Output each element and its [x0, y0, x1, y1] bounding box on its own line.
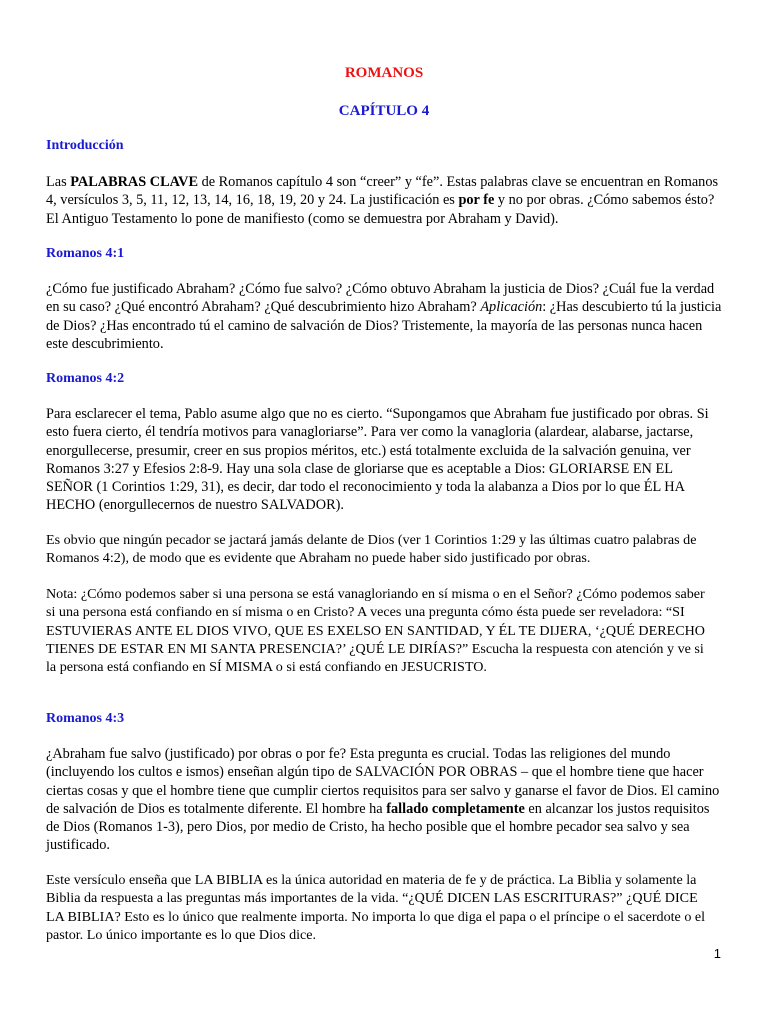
intro-paragraph	[46, 173, 722, 228]
section-heading-romanos-4-1: Romanos 4:1	[46, 246, 125, 261]
text-run: Las	[46, 174, 71, 190]
italic-text: Aplicación	[480, 299, 543, 316]
text-run: ¿Abraham fue salvo (justificado) por obras o por fe? Esta pregunta es crucial. Todas las religiones del mundo (incluyendo los cultos e ismos) enseñan algún tipo de SALVACIÓN POR OBRAS – que el hombre tiene que hacer ciertas cosas y que el hombre tiene que cumplir ciertos requisitos para ser salvo y ganarse el favor de Dios. El camino de salvación de Dios es totalmente diferente. El hombre ha	[46, 746, 720, 817]
romanos-4-3-paragraph-2: Este versículo enseña que LA BIBLIA es la única autoridad en materia de fe y de práctica. La Biblia y solamente la Biblia da respuesta a las preguntas más importantes de la vida. “¿QUÉ DICEN LAS ESCRITURAS?” ¿QUÉ DICE LA BIBLIA? Esto es lo único que realmente importa. No importa lo que diga el papa o el príncipe o el sacerdote o el pastor. Lo único importante es lo que Dios dice.	[46, 872, 706, 943]
section-heading-romanos-4-3: Romanos 4:3	[46, 711, 125, 726]
text-run: de Romanos capítulo 4 son “creer” y “fe”. Estas palabras clave se encuentran en Romanos 4, versículos 3, 5, 11, 12, 13, 14, 16, 18, 19, 20 y 24. La justificación es	[46, 174, 719, 209]
romanos-4-3-paragraph-1	[46, 745, 722, 855]
emphasis-text: por fe	[458, 192, 495, 209]
romanos-4-2-note: Nota: ¿Cómo podemos saber si una persona se está vanagloriando en sí misma o en el Señor? ¿Cómo podemos saber si una persona está confiando en sí misma o en Cristo? A veces una pregunta cómo ésta puede ser reveladora: “SI ESTUVIERAS ANTE EL DIOS VIVO, QUE ES EXELSO EN SANTIDAD, Y ÉL TE DIJERA, ‘¿QUÉ DERECHO TIENES DE ESTAR EN MI SANTA PRESENCIA?’ ¿QUÉ LE DIRÍAS?” Escucha la respuesta con atención y ve si la persona está confiando en SÍ MISMA o si está confiando en JESUCRISTO.	[46, 586, 705, 676]
emphasis-text: PALABRAS CLAVE	[70, 174, 198, 190]
romanos-4-1-paragraph	[46, 280, 722, 353]
section-heading-romanos-4-2: Romanos 4:2	[46, 371, 125, 386]
emphasis-text: fallado completamente	[386, 800, 525, 817]
text-run: : ¿Has descubierto tú la justicia de Dios? ¿Has encontrado tú el camino de salvación de Dios? Tristemente, la mayoría de las personas nunca hacen este descubrimiento.	[46, 299, 722, 352]
romanos-4-2-paragraph-1: Para esclarecer el tema, Pablo asume algo que no es cierto. “Supongamos que Abraham fue justificado por obras. Si esto fuera cierto, él tendría motivos para vanagloriarse”. Para ver como la vanagloria (alardear, alabarse, jactarse, enorgullecerse, presumir, creer en sus propios méritos, etc.) está totalmente excluida de la salvación genuina, ver Romanos 3:27 y Efesios 2:8-9. Hay una sola clase de gloriarse que es aceptable a Dios: GLORIARSE EN EL SEÑOR (1 Corintios 1:29, 31), es decir, dar todo el reconocimiento y toda la alabanza a Dios por lo que ÉL HA HECHO (enorgullecernos de nuestro SALVADOR).	[46, 406, 709, 514]
chapter-title: CAPÍTULO 4	[338, 103, 430, 119]
page-number: 1	[713, 946, 721, 961]
text-run: y no por obras. ¿Cómo sabemos ésto? El Antiguo Testamento lo pone de manifiesto (como se demuestra por Abraham y David).	[46, 192, 715, 227]
text-run: ¿Cómo fue justificado Abraham? ¿Cómo fue salvo? ¿Cómo obtuvo Abraham la justicia de Dios? ¿Cuál fue la verdad en su caso? ¿Qué encontró Abraham? ¿Qué descubrimiento hizo Abraham?	[46, 281, 715, 316]
document-title: ROMANOS	[344, 65, 424, 81]
section-heading-introduccion: Introducción	[46, 138, 124, 153]
text-run: en alcanzar los justos requisitos de Dios (Romanos 1-3), pero Dios, por medio de Cristo, ha hecho posible que el hombre pecador sea salvo y sea justificado.	[46, 800, 710, 854]
romanos-4-2-paragraph-2: Es obvio que ningún pecador se jactará jamás delante de Dios (ver 1 Corintios 1:29 y las últimas cuatro palabras de Romanos 4:2), de modo que es evidente que Abraham no puede haber sido justificado por obras.	[46, 532, 697, 567]
